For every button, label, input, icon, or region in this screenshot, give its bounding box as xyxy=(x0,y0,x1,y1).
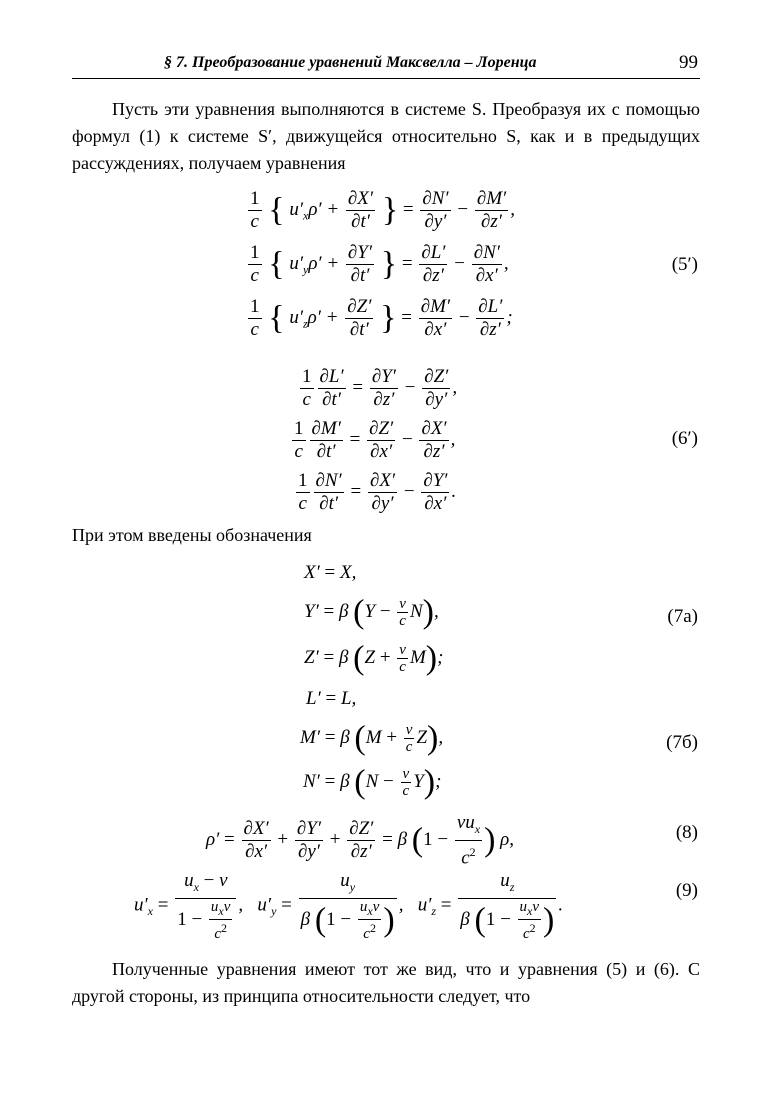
notation-paragraph: При этом введены обозначения xyxy=(72,525,312,545)
equation-7b-line-1: L′ = L, xyxy=(306,688,357,709)
equation-5-line-2: $\frac{1}{c}$ { $u'_y\rho'$ + $\frac{\partial Y'}{\partial t'}$ } = $\frac{\partial L'}{\partial z'}$ − $\frac{\partial N'}{\partial x'}$ , xyxy=(250,242,509,286)
equation-7a-line-3: Z′ = β (Z + $\frac{v}{c}$ M); xyxy=(304,639,444,677)
equation-7b-line-2: M′ = β (M + $\frac{v}{c}$ Z), xyxy=(300,719,444,757)
equation-label-7b: (7б) xyxy=(666,732,698,753)
page-header xyxy=(72,52,700,79)
equation-7a-line-2: Y′ = β (Y − $\frac{v}{c}$ N), xyxy=(304,593,439,631)
running-title: § 7. Преобразование уравнений Максвелла – Лоренца xyxy=(164,54,537,71)
equation-5-line-3: $\frac{1}{c}$ { $u'_z\rho'$ + $\frac{\partial Z'}{\partial t'}$ } = $\frac{\partial M'}{\partial x'}$ − $\frac{\partial L'}{\partial z'}$ ; xyxy=(250,296,513,340)
equation-label-5: (5′) xyxy=(671,254,698,275)
equation-6-line-1: $\frac{1}{c}$ $\frac{\partial L'}{\partial t'}$ = $\frac{\partial Y'}{\partial z'}$ − $\frac{\partial Z'}{\partial y'}$ , xyxy=(302,366,458,410)
equation-6-line-2: $\frac{1}{c}$ $\frac{\partial M'}{\partial t'}$ = $\frac{\partial Z'}{\partial x'}$ − $\frac{\partial X'}{\partial z'}$ , xyxy=(294,418,456,462)
equation-label-6: (6′) xyxy=(671,428,698,449)
equation-label-9: (9) xyxy=(675,880,698,901)
intro-paragraph: Пусть эти уравнения выполняются в системе S. Преобразуя их с помощью формул (1) к системе S′, движущейся относительно S, как и в предыдущих рассуждениях, получаем уравнения xyxy=(72,99,700,173)
equation-7b-line-3: N′ = β (N − $\frac{v}{c}$ Y); xyxy=(303,763,442,801)
equation-9: $u'_x$ = $u_x - v$ 1 − $\frac{u_xv}{c^2}$ , $u'_y$ = $u_y$ β (1 − $\frac{u_xv}{c^2}$ ) , $u'_z$ = $u_z$ β (1 − $\frac{u_xv}{c^2}$ ) . xyxy=(134,870,564,942)
page-number: 99 xyxy=(679,52,698,73)
equation-7a-line-1: X′ = X, xyxy=(304,562,357,583)
equation-6-line-3: $\frac{1}{c}$ $\frac{\partial N'}{\partial t'}$ = $\frac{\partial X'}{\partial y'}$ − $\frac{\partial Y'}{\partial x'}$ . xyxy=(298,470,457,514)
closing-paragraph: Полученные уравнения имеют тот же вид, что и уравнения (5) и (6). С другой стороны, из принципа относительности следует, что xyxy=(72,959,700,1006)
equation-8: ρ′ = $\frac{\partial X'}{\partial x'}$ + $\frac{\partial Y'}{\partial y'}$ + $\frac{\partial Z'}{\partial z'}$ = β (1 − $\frac{vu_x}{c^2}$ ) ρ, xyxy=(206,812,515,869)
equation-5-line-1: $\frac{1}{c}$ { $u'_x\rho'$ + $\frac{\partial X'}{\partial t'}$ } = $\frac{\partial N'}{\partial y'}$ − $\frac{\partial M'}{\partial z'}$ , xyxy=(250,188,515,232)
equation-label-7a: (7а) xyxy=(667,606,698,627)
equation-label-8: (8) xyxy=(675,822,698,843)
